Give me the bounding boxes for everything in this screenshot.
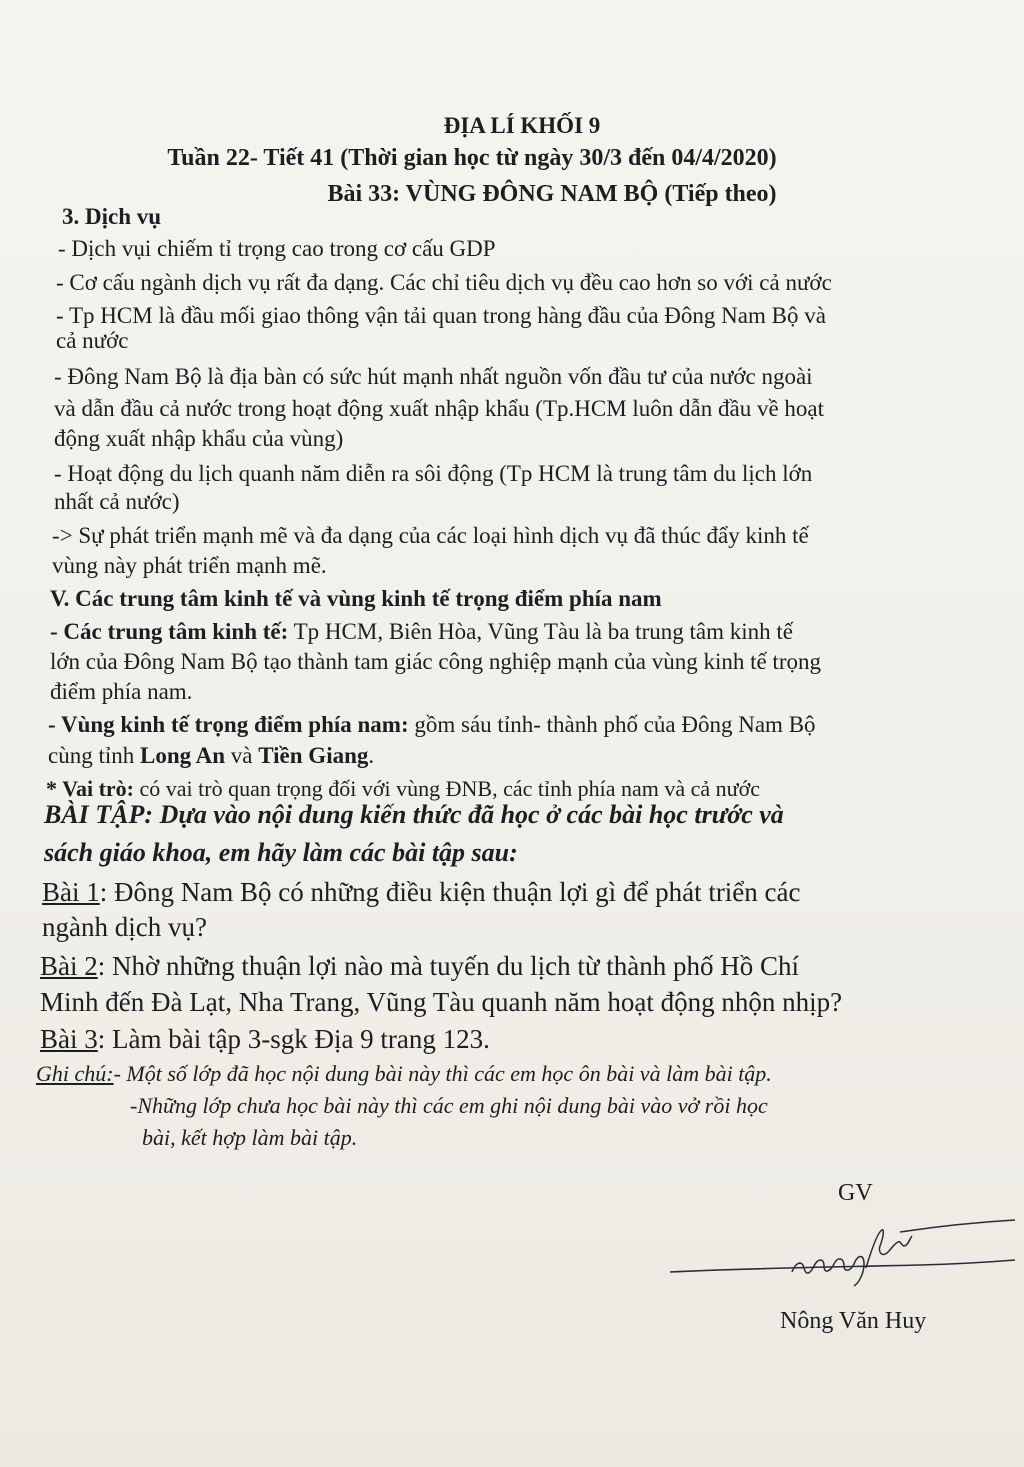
services-line-6a: -> Sự phát triển mạnh mẽ và đa dạng của các loại hình dịch vụ đã thúc đẩy kinh tế bbox=[52, 523, 809, 548]
services-line-4c: động xuất nhập khẩu của vùng) bbox=[54, 426, 344, 451]
exercise-intro-2: sách giáo khoa, em hãy làm các bài tập sau: bbox=[44, 838, 518, 867]
services-line-2: - Cơ cấu ngành dịch vụ rất đa dạng. Các chỉ tiêu dịch vụ đều cao hơn so với cả nước bbox=[56, 270, 832, 295]
teacher-name: Nông Văn Huy bbox=[780, 1308, 927, 1334]
exercise-2-label: Bài 2 bbox=[40, 951, 98, 981]
key-zone-and: và bbox=[225, 743, 259, 768]
section-heading-economic-centers: V. Các trung tâm kinh tế và vùng kinh tế trọng điểm phía nam bbox=[50, 586, 662, 611]
role-label: * Vai trò: bbox=[46, 776, 134, 801]
services-line-5a: - Hoạt động du lịch quanh năm diễn ra sôi động (Tp HCM là trung tâm du lịch lớn bbox=[54, 461, 813, 486]
note-label: Ghi chú: bbox=[36, 1061, 114, 1086]
exercise-1-text: : Đông Nam Bộ có những điều kiện thuận lợi gì để phát triển các bbox=[99, 877, 801, 907]
handwritten-signature bbox=[660, 1210, 1020, 1300]
exercise-2-line-1 bbox=[40, 951, 799, 982]
lesson-title: Bài 33: VÙNG ĐÔNG NAM BỘ (Tiếp theo) bbox=[327, 181, 777, 207]
note-line-1 bbox=[36, 1060, 772, 1087]
services-line-6b: vùng này phát triển mạnh mẽ. bbox=[52, 553, 327, 578]
exercise-2-text: : Nhờ những thuận lợi nào mà tuyến du lịch từ thành phố Hồ Chí bbox=[97, 951, 799, 981]
section-heading-services: 3. Dịch vụ bbox=[62, 204, 162, 229]
exercise-intro-1: BÀI TẬP: Dựa vào nội dung kiến thức đã học ở các bài học trước và bbox=[44, 800, 784, 829]
teacher-role: GV bbox=[838, 1180, 873, 1206]
exercise-3-text: : Làm bài tập 3-sgk Địa 9 trang 123. bbox=[97, 1024, 490, 1054]
exercise-3-label: Bài 3 bbox=[40, 1024, 98, 1054]
key-zone-line-1 bbox=[48, 711, 816, 738]
services-line-3a: - Tp HCM là đầu mối giao thông vận tải quan trong hàng đầu của Đông Nam Bộ và bbox=[56, 303, 826, 328]
centers-label: - Các trung tâm kinh tế: bbox=[50, 619, 289, 644]
services-line-1: - Dịch vụi chiếm tỉ trọng cao trong cơ cấu GDP bbox=[58, 236, 496, 261]
role-line bbox=[46, 775, 760, 802]
note-line-3: bài, kết hợp làm bài tập. bbox=[142, 1125, 358, 1150]
note-line-2: -Những lớp chưa học bài này thì các em ghi nội dung bài vào vở rồi học bbox=[130, 1093, 768, 1118]
services-line-4a: - Đông Nam Bộ là địa bàn có sức hút mạnh nhất nguồn vốn đầu tư của nước ngoài bbox=[54, 364, 813, 389]
exercise-1-line-1 bbox=[42, 877, 801, 908]
key-zone-pre: cùng tỉnh bbox=[48, 743, 140, 768]
exercise-2-line-2: Minh đến Đà Lạt, Nha Trang, Vũng Tàu quanh năm hoạt động nhộn nhịp? bbox=[40, 987, 843, 1017]
document-title: ĐỊA LÍ KHỐI 9 bbox=[443, 113, 601, 138]
exercise-3-line bbox=[40, 1024, 490, 1055]
centers-text: Tp HCM, Biên Hòa, Vũng Tàu là ba trung tâm kinh tế bbox=[288, 619, 793, 644]
centers-line-1 bbox=[50, 618, 793, 645]
key-zone-end: . bbox=[368, 743, 375, 768]
tien-giang: Tiền Giang bbox=[258, 743, 369, 768]
exercise-1-label: Bài 1 bbox=[42, 877, 100, 907]
role-text: có vai trò quan trọng đối với vùng ĐNB, các tỉnh phía nam và cả nước bbox=[134, 776, 760, 801]
key-zone-text: gồm sáu tỉnh- thành phố của Đông Nam Bộ bbox=[408, 712, 816, 737]
centers-line-2: lớn của Đông Nam Bộ tạo thành tam giác công nghiệp mạnh của vùng kinh tế trọng bbox=[50, 649, 821, 674]
exercise-1-line-2: ngành dịch vụ? bbox=[42, 912, 207, 942]
services-line-3b: cả nước bbox=[56, 328, 129, 353]
key-zone-label: - Vùng kinh tế trọng điểm phía nam: bbox=[48, 712, 409, 737]
services-line-5b: nhất cả nước) bbox=[54, 489, 180, 514]
note-text-1: - Một số lớp đã học nội dung bài này thì các em học ôn bài và làm bài tập. bbox=[113, 1061, 772, 1086]
long-an: Long An bbox=[140, 743, 226, 768]
services-line-4b: và dẫn đầu cả nước trong hoạt động xuất nhập khẩu (Tp.HCM luôn dẫn đầu về hoạt bbox=[54, 396, 825, 421]
key-zone-line-2 bbox=[48, 742, 374, 769]
week-info: Tuần 22- Tiết 41 (Thời gian học từ ngày 30/3 đến 04/4/2020) bbox=[167, 145, 777, 171]
centers-line-3: điểm phía nam. bbox=[50, 679, 193, 704]
